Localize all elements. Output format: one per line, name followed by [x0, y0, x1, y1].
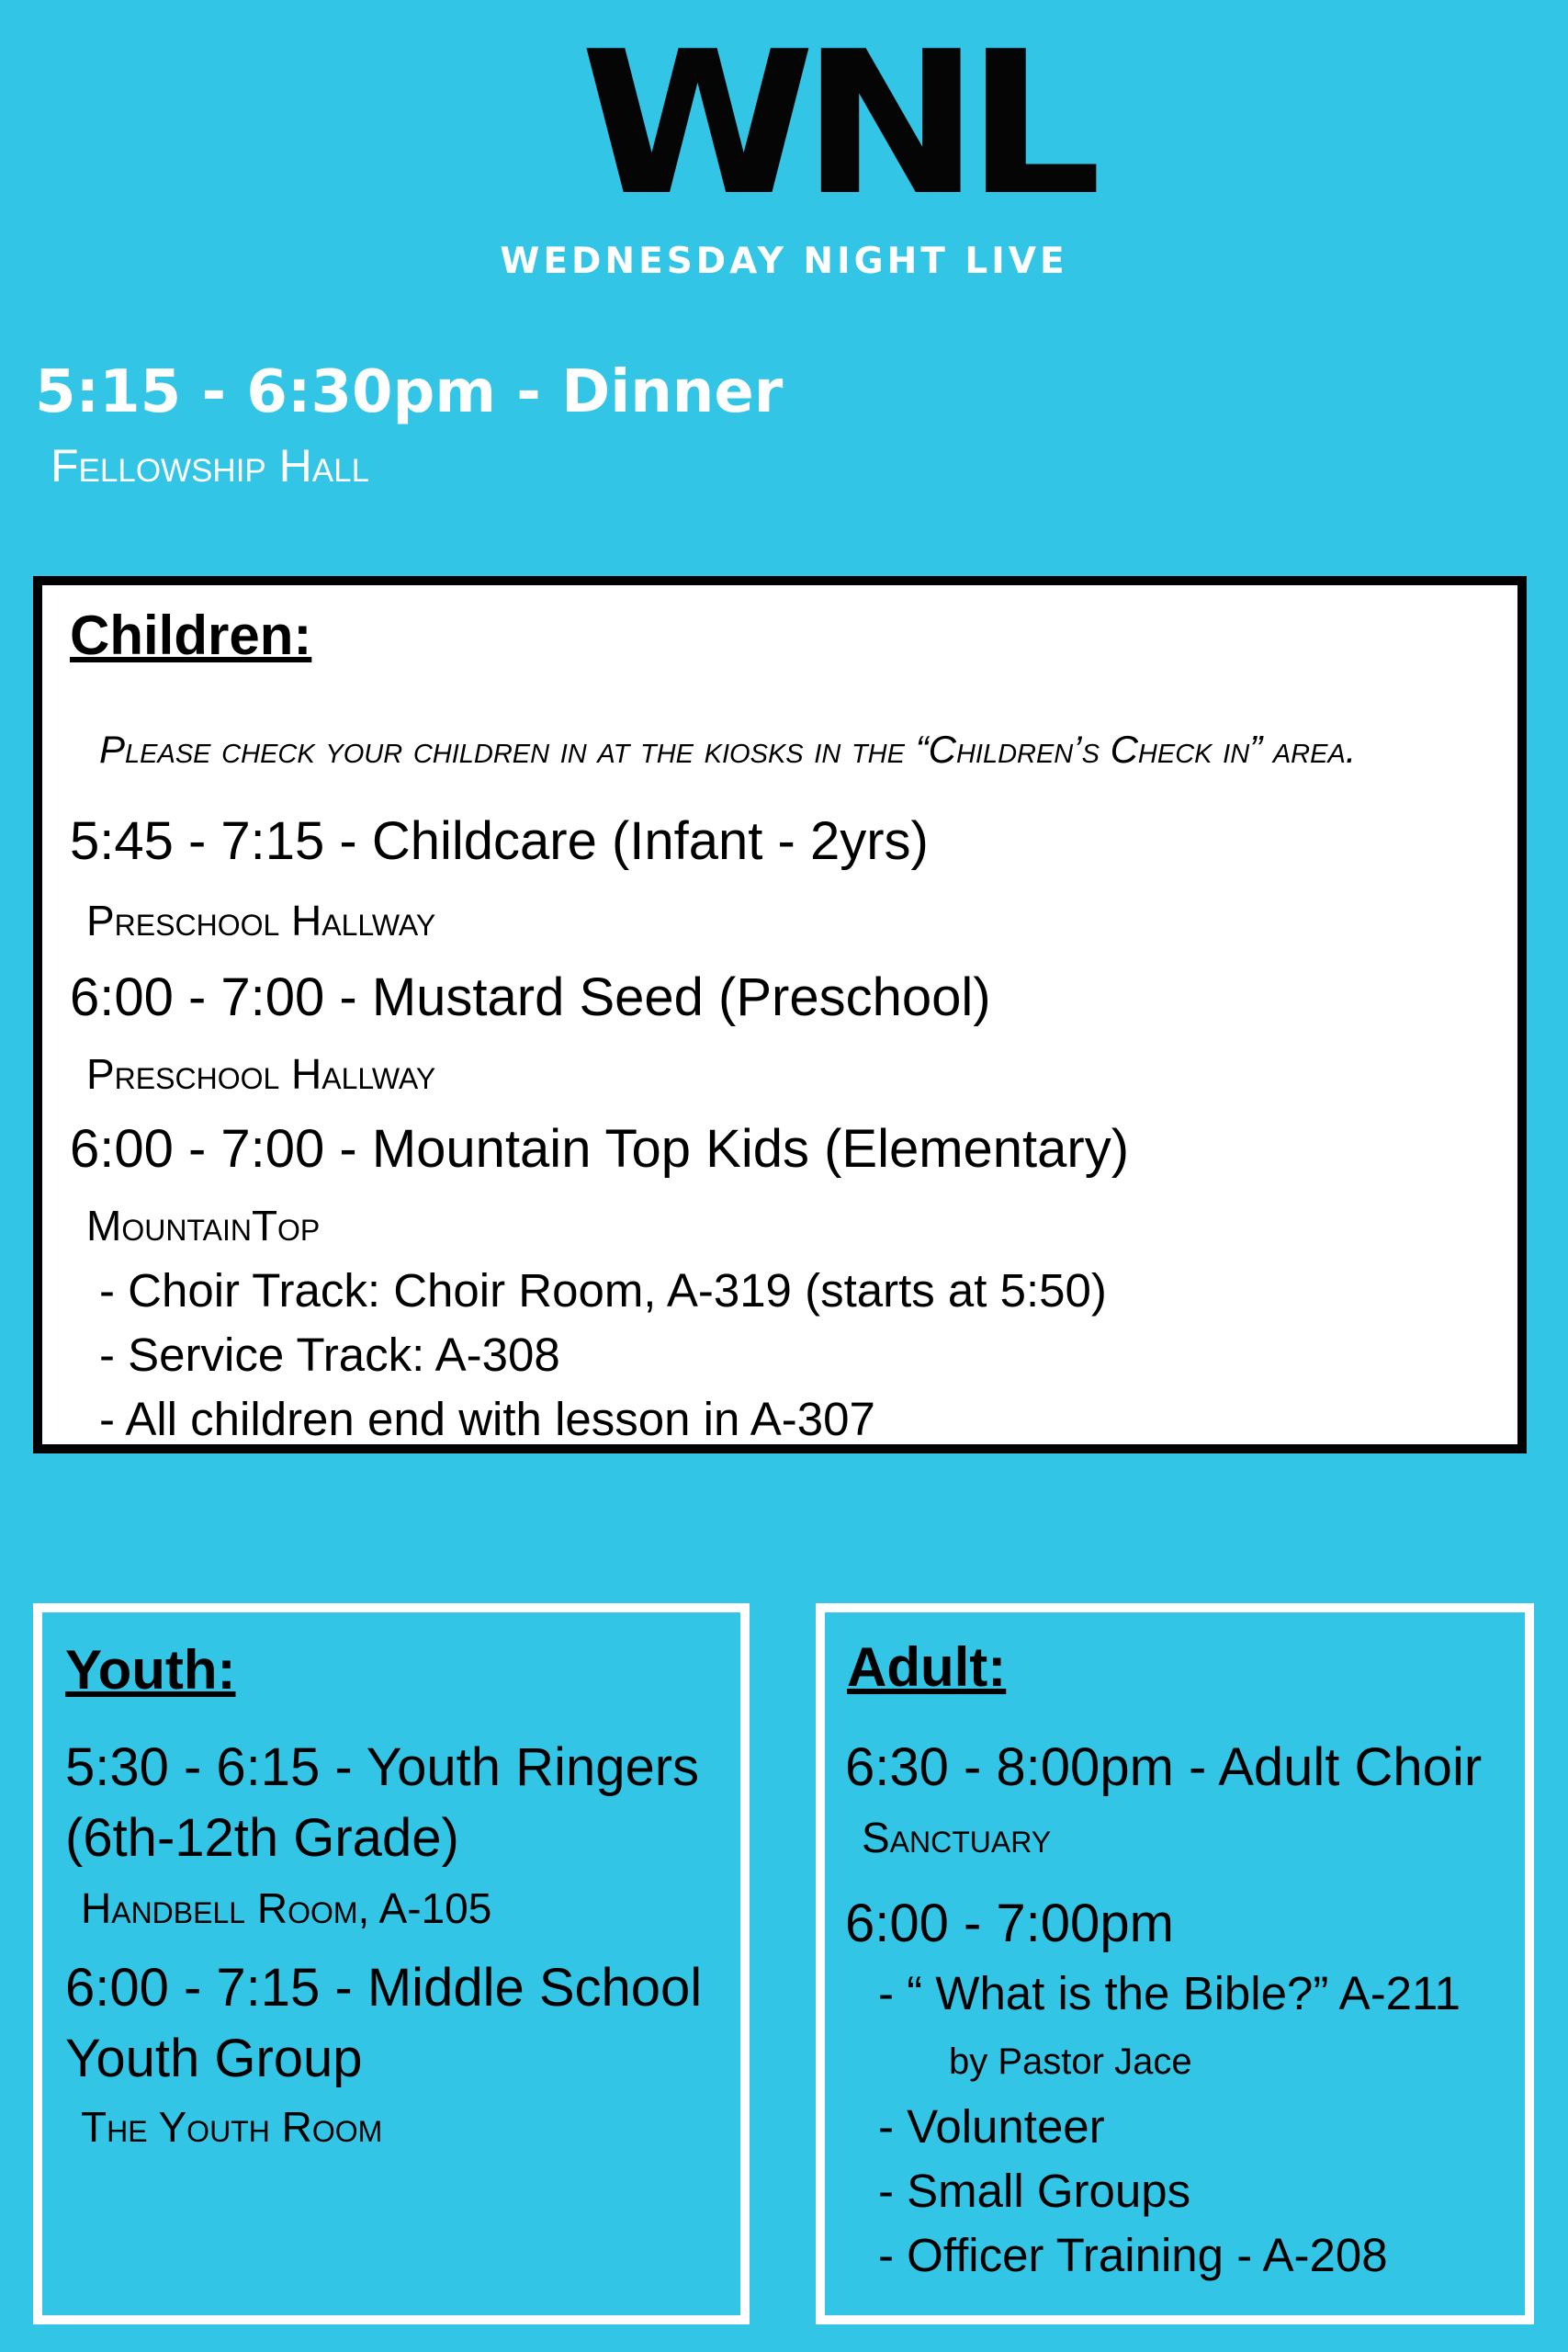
- dinner-location: Fellowship Hall: [51, 440, 370, 492]
- adult-class-presenter: by Pastor Jace: [949, 2041, 1192, 2082]
- adult-heading: Adult:: [847, 1636, 1007, 1698]
- adult-class-item: - Volunteer: [878, 2100, 1105, 2153]
- adult-classes-title: 6:00 - 7:00pm: [845, 1894, 1174, 1953]
- adult-section: [816, 1603, 1534, 2324]
- adult-choir-title: 6:30 - 8:00pm - Adult Choir: [845, 1737, 1483, 1797]
- youth-session-title: (6th-12th Grade): [65, 1808, 459, 1868]
- dinner-time: 5:15 - 6:30pm - Dinner: [35, 358, 784, 426]
- adult-class-item: - Officer Training - A-208: [878, 2229, 1388, 2281]
- children-session-title: 5:45 - 7:15 - Childcare (Infant - 2yrs): [70, 811, 929, 871]
- children-section: [33, 576, 1527, 1453]
- youth-section: [33, 1603, 750, 2324]
- logo-tagline: WEDNESDAY NIGHT LIVE: [500, 241, 1068, 282]
- children-detail-item: - Choir Track: Choir Room, A-319 (starts at 5:50): [99, 1264, 1107, 1317]
- logo-mark: WNL: [580, 8, 1089, 239]
- youth-heading: Youth:: [65, 1639, 236, 1701]
- adult-class-item: - Small Groups: [878, 2165, 1191, 2217]
- children-session-title: 6:00 - 7:00 - Mountain Top Kids (Elementary): [70, 1119, 1130, 1179]
- children-session-location: Preschool Hallway: [86, 897, 436, 944]
- adult-choir-location: Sanctuary: [862, 1814, 1052, 1861]
- youth-session-location: Handbell Room, A-105: [81, 1884, 492, 1932]
- adult-class-item: - “ What is the Bible?” A-211: [878, 1967, 1461, 2019]
- children-session-location: MountainTop: [86, 1202, 321, 1250]
- children-detail-item: - Service Track: A-308: [99, 1329, 560, 1381]
- children-check-in-note: Please check your children in at the kiosks in the “Children’s Check in” area.: [99, 728, 1357, 771]
- youth-session-title: Youth Group: [65, 2029, 363, 2088]
- header-logo: [0, 8, 1568, 239]
- children-detail-item: - All children end with lesson in A-307: [99, 1393, 875, 1445]
- children-heading: Children:: [70, 605, 312, 666]
- youth-session-location: The Youth Room: [81, 2103, 383, 2151]
- youth-session-title: 6:00 - 7:15 - Middle School: [65, 1958, 703, 2018]
- children-session-title: 6:00 - 7:00 - Mustard Seed (Preschool): [70, 967, 991, 1027]
- youth-session-title: 5:30 - 6:15 - Youth Ringers: [65, 1737, 700, 1797]
- children-session-location: Preschool Hallway: [86, 1050, 436, 1098]
